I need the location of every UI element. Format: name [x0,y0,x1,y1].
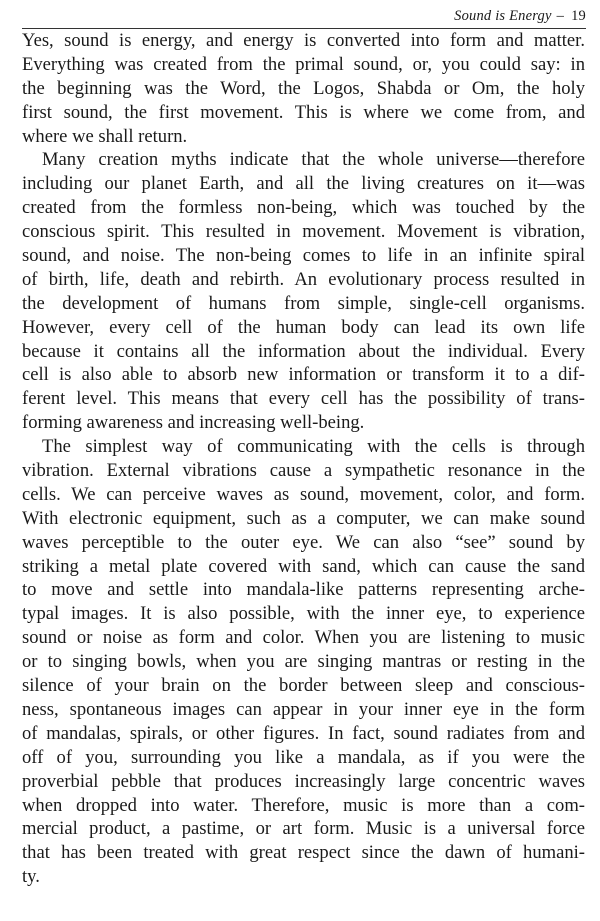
text-line: waves perceptible to the outer eye. We can also “see” sound by [22,531,585,553]
text-line: Yes, sound is energy, and energy is converted into form and matter. [22,30,585,51]
text-line: proverbial pebble that produces increasingly large concentric waves [22,770,585,792]
text-line: conscious spirit. This resulted in movement. Movement is vibration, [22,221,585,243]
text-line: typal images. It is also possible, with the inner eye, to experience [22,603,585,625]
text-line: first sound, the first movement. This is where we come from, and [22,101,585,123]
text-line: of mandalas, spirals, or other figures. In fact, sound radiates from and [22,722,585,744]
text-line: striking a metal plate covered with sand, which can cause the sand [22,555,585,577]
text-line: sound, and noise. The non-being comes to life in an infinite spiral [22,245,585,267]
page-number: 19 [571,8,586,24]
text-line: mercial product, a pastime, or art form. Music is a universal force [22,818,585,840]
text-line: when dropped into water. Therefore, music is more than a com- [22,794,585,816]
text-line: ness, spontaneous images can appear in your inner eye in the form [22,698,585,720]
text-line: sound or noise as form and color. When you are listening to music [22,627,585,649]
text-line: cells. We can perceive waves as sound, movement, color, and form. [22,483,585,505]
text-line: that has been treated with great respect since the dawn of humani- [22,842,585,864]
text-line: the beginning was the Word, the Logos, Shabda or Om, the holy [22,77,585,99]
body-text [22,29,585,889]
text-line: forming awareness and increasing well-being. [22,412,365,434]
text-line: to move and settle into mandala-like patterns representing arche- [22,579,585,601]
text-line: ty. [22,866,40,888]
text-line: Everything was created from the primal sound, or, you could say: in [22,53,585,75]
text-line: vibration. External vibrations cause a sympathetic resonance in the [22,460,585,482]
text-line: or to singing bowls, when you are singing mantras or resting in the [22,651,585,673]
text-line: With electronic equipment, such as a computer, we can make sound [22,507,585,529]
running-head-separator: – [556,8,565,24]
running-head-title: Sound is Energy [454,8,552,24]
paragraph-1 [22,29,585,148]
paragraph-3 [22,435,585,889]
running-head [22,4,586,29]
text-line: off of you, surrounding you like a mandala, as if you were the [22,746,585,768]
text-line: the development of humans from simple, single-cell organisms. [22,292,585,314]
paragraph-2 [22,148,585,435]
text-line: where we shall return. [22,125,188,147]
text-line: ferent level. This means that every cell has the possibility of trans- [22,388,585,410]
text-line: Many creation myths indicate that the whole universe—therefore [42,149,585,171]
text-line: including our planet Earth, and all the living creatures on it—was [22,173,585,195]
text-line: The simplest way of communicating with the cells is through [42,436,585,458]
text-line: created from the formless non-being, which was touched by the [22,197,585,219]
text-line: cell is also able to absorb new information or transform it to a dif- [22,364,585,386]
text-line: of birth, life, death and rebirth. An evolutionary process resulted in [22,268,585,290]
text-line: silence of your brain on the border between sleep and conscious- [22,675,585,697]
text-line: because it contains all the information about the individual. Every [22,340,585,362]
text-line: However, every cell of the human body can lead its own life [22,316,585,338]
